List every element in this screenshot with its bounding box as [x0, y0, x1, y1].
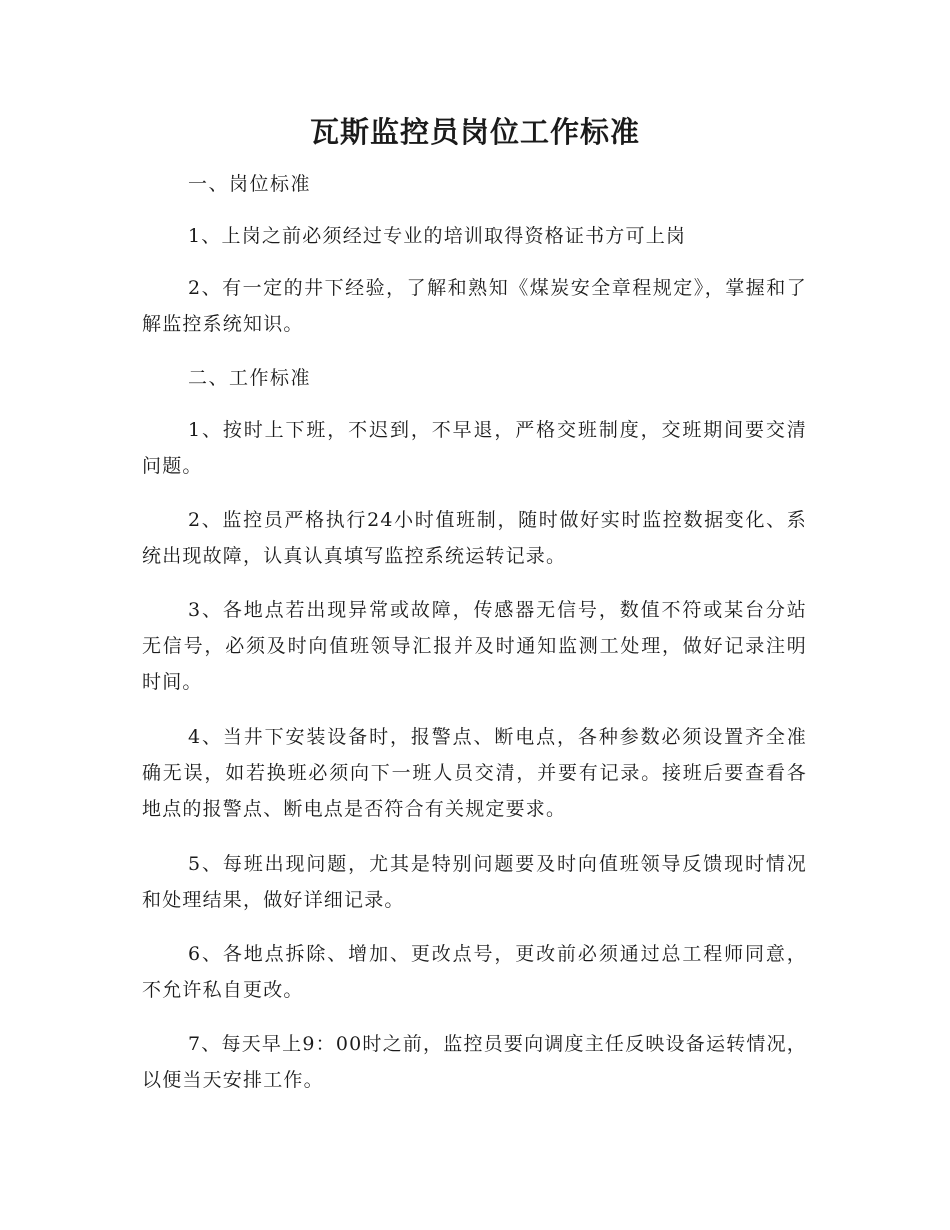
- page-title: 瓦斯监控员岗位工作标准: [309, 115, 640, 149]
- paragraph-1-2: 2、有一定的井下经验，了解和熟知《煤炭安全章程规定》，掌握和了解监控系统知识。: [142, 277, 807, 335]
- paragraph-2-1: 1、按时上下班，不迟到，不早退，严格交班制度，交班期间要交清问题。: [142, 419, 807, 477]
- paragraph-2-7: 7、每天早上9：00时之前，监控员要向调度主任反映设备运转情况，以便当天安排工作。: [142, 1033, 807, 1091]
- paragraph-2-3: 3、各地点若出现异常或故障，传感器无信号，数值不符或某台分站无信号，必须及时向值班领导汇报并及时通知监测工处理，做好记录注明时间。: [142, 599, 807, 693]
- section-heading-post-standard: 一、岗位标准: [188, 173, 312, 195]
- paragraph-2-4: 4、当井下安装设备时，报警点、断电点，各种参数必须设置齐全准确无误，如若换班必须向下一班人员交清，并要有记录。接班后要查看各地点的报警点、断电点是否符合有关规定要求。: [142, 726, 807, 820]
- section-heading-work-standard: 二、工作标准: [188, 367, 312, 389]
- paragraph-1-1: 1、上岗之前必须经过专业的培训取得资格证书方可上岗: [188, 225, 687, 247]
- paragraph-2-2: 2、监控员严格执行24小时值班制，随时做好实时监控数据变化、系统出现故障，认真认真填写监控系统运转记录。: [142, 509, 807, 567]
- paragraph-2-6: 6、各地点拆除、增加、更改点号，更改前必须通过总工程师同意，不允许私自更改。: [142, 943, 807, 1001]
- paragraph-2-5: 5、每班出现问题，尤其是特别问题要及时向值班领导反馈现时情况和处理结果，做好详细记录。: [142, 853, 807, 911]
